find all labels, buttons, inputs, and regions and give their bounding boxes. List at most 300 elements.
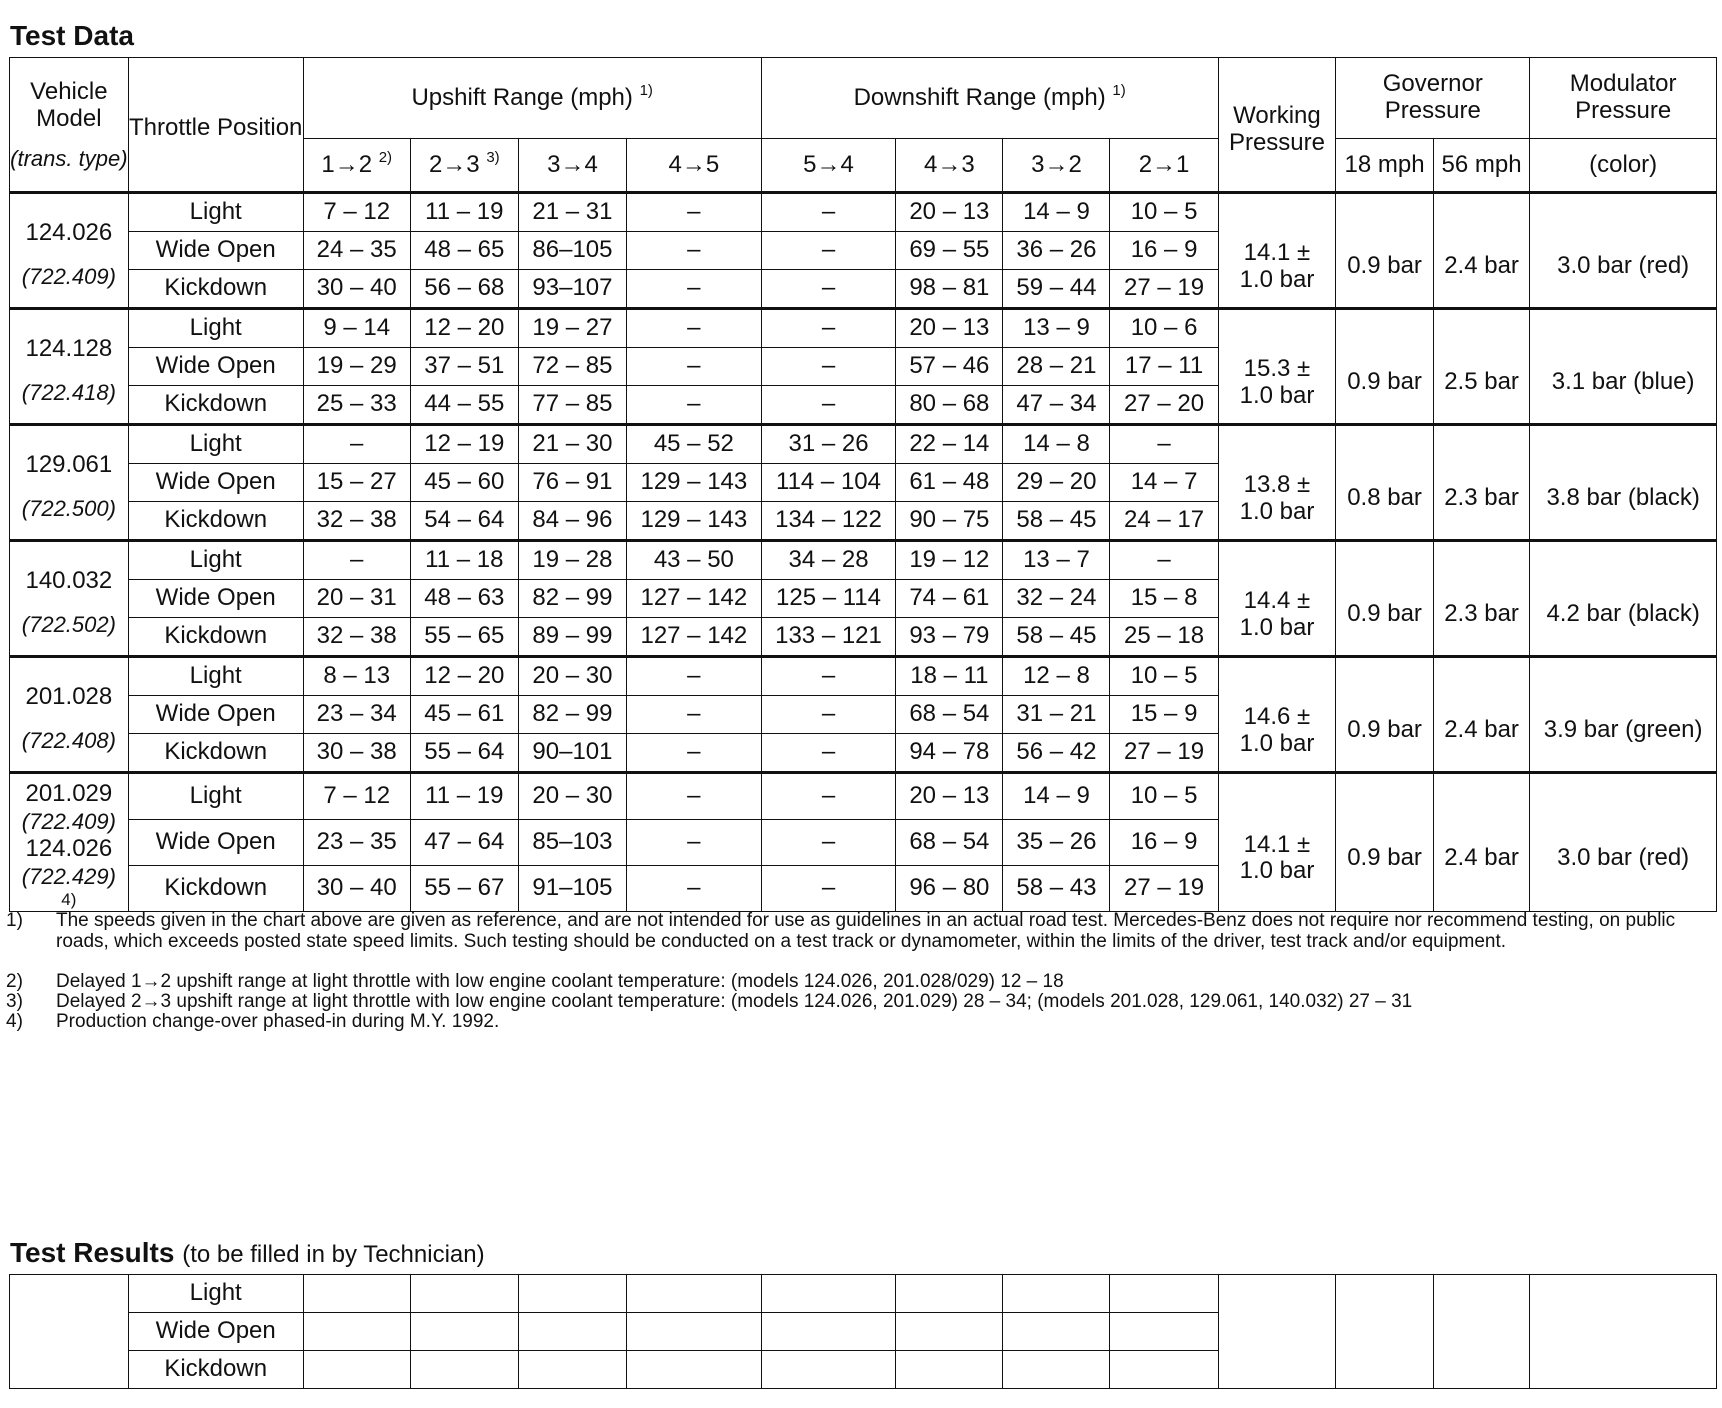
result-entry-cell[interactable]	[896, 1275, 1003, 1313]
shift-col-2-3: 2→3 $^{3)}$	[410, 139, 518, 193]
shift-range-3-4: 90–101	[518, 734, 626, 773]
shift-col-3-4: 3→4	[518, 139, 626, 193]
shift-range-4-3: 90 – 75	[896, 502, 1003, 541]
shift-range-4-5: –	[627, 865, 762, 911]
shift-range-1-2: 32 – 38	[303, 618, 410, 657]
throttle-position-cell: Kickdown	[128, 502, 303, 541]
shift-range-4-3: 20 – 13	[896, 193, 1003, 232]
color-header: (color)	[1530, 139, 1717, 193]
test-data-table	[9, 57, 1717, 912]
shift-range-3-2: 13 – 9	[1003, 309, 1110, 348]
shift-range-1-2: 24 – 35	[303, 232, 410, 270]
shift-range-2-1: 10 – 5	[1110, 657, 1218, 696]
result-row	[10, 1275, 1717, 1313]
governor-18-cell	[1336, 657, 1434, 773]
governor-pressure-header: Governor Pressure	[1336, 58, 1530, 139]
result-entry-cell[interactable]	[1110, 1351, 1218, 1389]
downshift-range-header: Downshift Range (mph) $^{1)}$	[761, 58, 1218, 139]
modulator-pressure-cell	[1530, 773, 1717, 912]
shift-range-2-1: 24 – 17	[1110, 502, 1218, 541]
shift-range-4-5: 45 – 52	[627, 425, 762, 464]
shift-col-3-2: 3→2	[1003, 139, 1110, 193]
shift-range-5-4: –	[761, 309, 896, 348]
shift-range-3-2: 47 – 34	[1003, 386, 1110, 425]
shift-range-2-1: 10 – 5	[1110, 773, 1218, 820]
shift-range-4-5: –	[627, 386, 762, 425]
throttle-position-cell: Kickdown	[128, 618, 303, 657]
result-throttle-label: Wide Open	[128, 1313, 303, 1351]
governor-18-cell	[1336, 193, 1434, 309]
trans-type: (722.502)	[21, 611, 116, 637]
modulator-pressure-cell-value: 3.0 bar (red)	[1557, 252, 1690, 280]
shift-range-2-1: 17 – 11	[1110, 348, 1218, 386]
shift-range-4-5: –	[627, 348, 762, 386]
result-pressure-cell[interactable]	[1530, 1275, 1717, 1389]
result-pressure-cell[interactable]	[1336, 1275, 1434, 1389]
footnote-mark: 2)	[6, 971, 23, 992]
result-entry-cell[interactable]	[1110, 1313, 1218, 1351]
shift-range-1-2: 30 – 38	[303, 734, 410, 773]
footnote-mark: 4)	[61, 890, 77, 910]
vehicle-model: 201.029	[25, 780, 113, 807]
shift-range-4-5: –	[627, 270, 762, 309]
result-entry-cell[interactable]	[627, 1351, 762, 1389]
shift-range-5-4: 34 – 28	[761, 541, 896, 580]
working-pressure-cell	[1218, 657, 1336, 773]
shift-range-1-2: 7 – 12	[303, 773, 410, 820]
shift-range-5-4: 133 – 121	[761, 618, 896, 657]
modulator-pressure-cell	[1530, 193, 1717, 309]
shift-range-3-4: 77 – 85	[518, 386, 626, 425]
shift-range-4-3: 93 – 79	[896, 618, 1003, 657]
working-pressure-cell-value: 14.1 ± 1.0 bar	[1239, 238, 1315, 293]
shift-range-4-3: 96 – 80	[896, 865, 1003, 911]
table-row	[10, 309, 1717, 348]
shift-range-2-3: 12 – 19	[410, 425, 518, 464]
shift-range-5-4: –	[761, 232, 896, 270]
upshift-range-header: Upshift Range (mph) $^{1)}$	[303, 58, 761, 139]
shift-range-1-2: 25 – 33	[303, 386, 410, 425]
shift-range-2-1: 15 – 9	[1110, 696, 1218, 734]
shift-range-3-2: 58 – 45	[1003, 502, 1110, 541]
modulator-pressure-header: Modulator Pressure	[1530, 58, 1717, 139]
result-entry-cell[interactable]	[518, 1351, 626, 1389]
shift-range-4-3: 22 – 14	[896, 425, 1003, 464]
shift-range-3-2: 35 – 26	[1003, 820, 1110, 866]
governor-56-cell-value: 2.4 bar	[1444, 843, 1519, 871]
shift-range-4-3: 68 – 54	[896, 696, 1003, 734]
shift-range-3-4: 89 – 99	[518, 618, 626, 657]
working-pressure-cell-value: 13.8 ± 1.0 bar	[1239, 470, 1315, 525]
shift-range-1-2: 9 – 14	[303, 309, 410, 348]
result-entry-cell[interactable]	[410, 1275, 518, 1313]
shift-range-4-3: 80 – 68	[896, 386, 1003, 425]
shift-range-2-3: 11 – 18	[410, 541, 518, 580]
vehicle-model: 124.026	[25, 218, 113, 246]
shift-range-3-4: 19 – 28	[518, 541, 626, 580]
test-results-table	[9, 1274, 1717, 1389]
throttle-position-cell: Light	[128, 425, 303, 464]
shift-range-4-5: –	[627, 773, 762, 820]
shift-range-3-4: 82 – 99	[518, 580, 626, 618]
governor-18-cell	[1336, 309, 1434, 425]
shift-range-4-3: 20 – 13	[896, 773, 1003, 820]
throttle-position-cell: Light	[128, 541, 303, 580]
governor-18-header: 18 mph	[1336, 139, 1434, 193]
shift-range-3-4: 21 – 30	[518, 425, 626, 464]
shift-range-3-4: 76 – 91	[518, 464, 626, 502]
working-pressure-cell	[1218, 425, 1336, 541]
shift-range-4-5: –	[627, 820, 762, 866]
result-entry-cell[interactable]	[627, 1313, 762, 1351]
shift-range-2-3: 11 – 19	[410, 193, 518, 232]
throttle-position-cell: Kickdown	[128, 734, 303, 773]
working-pressure-cell	[1218, 309, 1336, 425]
shift-range-1-2: 30 – 40	[303, 270, 410, 309]
shift-range-4-5: –	[627, 309, 762, 348]
vehicle-model-cell	[10, 773, 129, 912]
governor-56-cell-value: 2.4 bar	[1444, 716, 1519, 744]
governor-56-cell-value: 2.5 bar	[1444, 368, 1519, 396]
shift-col-4-3: 4→3	[896, 139, 1003, 193]
governor-18-cell-value: 0.9 bar	[1347, 600, 1422, 628]
result-entry-cell[interactable]	[761, 1313, 896, 1351]
shift-range-3-2: 14 – 9	[1003, 773, 1110, 820]
shift-range-2-3: 47 – 64	[410, 820, 518, 866]
vehicle-model-cell	[10, 657, 129, 773]
shift-range-4-5: 127 – 142	[627, 618, 762, 657]
shift-range-4-5: 127 – 142	[627, 580, 762, 618]
vehicle-model-2: 124.026	[25, 835, 113, 863]
throttle-position-cell: Kickdown	[128, 386, 303, 425]
throttle-position-cell: Light	[128, 193, 303, 232]
shift-range-1-2: 23 – 35	[303, 820, 410, 866]
shift-range-3-2: 12 – 8	[1003, 657, 1110, 696]
shift-range-3-2: 32 – 24	[1003, 580, 1110, 618]
shift-range-4-5: 129 – 143	[627, 464, 762, 502]
shift-range-5-4: –	[761, 773, 896, 820]
shift-range-5-4: –	[761, 657, 896, 696]
shift-range-2-3: 55 – 65	[410, 618, 518, 657]
working-pressure-cell	[1218, 193, 1336, 309]
result-pressure-cell[interactable]	[1218, 1275, 1336, 1389]
shift-range-1-2: 19 – 29	[303, 348, 410, 386]
shift-range-3-4: 20 – 30	[518, 657, 626, 696]
trans-type-label: (trans. type)	[10, 146, 128, 172]
throttle-position-cell: Wide Open	[128, 232, 303, 270]
shift-range-2-3: 11 – 19	[410, 773, 518, 820]
shift-range-2-1: 27 – 20	[1110, 386, 1218, 425]
result-throttle-label: Light	[128, 1275, 303, 1313]
test-results-title: Test Results (to be filled in by Technician)	[10, 1237, 485, 1268]
trans-type: (722.418)	[21, 379, 116, 405]
footnote	[6, 991, 1718, 1012]
governor-56-cell-value: 2.4 bar	[1444, 252, 1519, 280]
result-entry-cell[interactable]	[896, 1351, 1003, 1389]
shift-range-3-4: 20 – 30	[518, 773, 626, 820]
shift-range-2-1: 16 – 9	[1110, 820, 1218, 866]
shift-range-2-1: 16 – 9	[1110, 232, 1218, 270]
shift-range-3-2: 31 – 21	[1003, 696, 1110, 734]
modulator-pressure-cell-value: 3.9 bar (green)	[1543, 716, 1703, 744]
shift-range-2-1: 25 – 18	[1110, 618, 1218, 657]
shift-range-3-4: 84 – 96	[518, 502, 626, 541]
throttle-position-header: Throttle Position	[128, 58, 303, 193]
vehicle-model: 129.061	[25, 450, 113, 478]
shift-range-4-5: –	[627, 696, 762, 734]
governor-18-cell-value: 0.9 bar	[1347, 716, 1422, 744]
shift-range-3-4: 19 – 27	[518, 309, 626, 348]
result-entry-cell[interactable]	[896, 1313, 1003, 1351]
working-pressure-cell-value: 14.4 ± 1.0 bar	[1239, 586, 1315, 641]
table-row	[10, 193, 1717, 232]
vehicle-model-cell	[10, 193, 129, 309]
shift-range-4-3: 57 – 46	[896, 348, 1003, 386]
shift-range-5-4: –	[761, 386, 896, 425]
shift-range-3-2: 59 – 44	[1003, 270, 1110, 309]
shift-range-1-2: –	[303, 541, 410, 580]
vehicle-model: 201.028	[25, 682, 113, 710]
shift-range-4-5: 129 – 143	[627, 502, 762, 541]
throttle-position-cell: Light	[128, 309, 303, 348]
shift-range-5-4: –	[761, 270, 896, 309]
governor-56-cell-value: 2.3 bar	[1444, 484, 1519, 512]
working-pressure-header: Working Pressure	[1218, 58, 1336, 193]
shift-range-4-3: 19 – 12	[896, 541, 1003, 580]
shift-range-1-2: –	[303, 425, 410, 464]
shift-range-4-5: 43 – 50	[627, 541, 762, 580]
shift-range-4-3: 69 – 55	[896, 232, 1003, 270]
throttle-position-cell: Light	[128, 657, 303, 696]
result-throttle-label: Kickdown	[128, 1351, 303, 1389]
result-entry-cell[interactable]	[518, 1313, 626, 1351]
shift-col-4-5: 4→5	[627, 139, 762, 193]
vehicle-model-cell	[10, 541, 129, 657]
footnote-mark: 1)	[6, 910, 23, 931]
shift-range-3-4: 85–103	[518, 820, 626, 866]
working-pressure-cell-value: 14.1 ± 1.0 bar	[1239, 830, 1315, 885]
trans-type: (722.408)	[21, 727, 116, 753]
shift-range-3-4: 93–107	[518, 270, 626, 309]
shift-range-3-2: 28 – 21	[1003, 348, 1110, 386]
footnote	[6, 971, 1718, 992]
shift-range-4-5: –	[627, 193, 762, 232]
shift-range-4-5: –	[627, 734, 762, 773]
vehicle-model: 140.032	[25, 566, 113, 594]
shift-range-3-4: 86–105	[518, 232, 626, 270]
result-model-cell[interactable]	[10, 1275, 129, 1389]
shift-range-1-2: 20 – 31	[303, 580, 410, 618]
shift-range-5-4: –	[761, 865, 896, 911]
shift-range-1-2: 32 – 38	[303, 502, 410, 541]
footnote	[6, 1011, 1718, 1032]
shift-range-4-3: 68 – 54	[896, 820, 1003, 866]
shift-range-3-2: 13 – 7	[1003, 541, 1110, 580]
shift-range-3-4: 21 – 31	[518, 193, 626, 232]
shift-range-2-3: 54 – 64	[410, 502, 518, 541]
shift-range-3-4: 72 – 85	[518, 348, 626, 386]
shift-range-5-4: –	[761, 348, 896, 386]
throttle-position-cell: Light	[128, 773, 303, 820]
shift-range-2-3: 55 – 67	[410, 865, 518, 911]
footnote-text: Delayed 1→2 upshift range at light throttle with low engine coolant temperature: (models 124.026, 201.028/029) 12 – 18	[56, 971, 1064, 992]
shift-range-3-2: 14 – 9	[1003, 193, 1110, 232]
governor-18-cell-value: 0.8 bar	[1347, 484, 1422, 512]
shift-range-2-3: 55 – 64	[410, 734, 518, 773]
throttle-position-cell: Kickdown	[128, 865, 303, 911]
shift-range-4-3: 98 – 81	[896, 270, 1003, 309]
shift-range-5-4: 125 – 114	[761, 580, 896, 618]
shift-range-1-2: 8 – 13	[303, 657, 410, 696]
shift-range-2-1: –	[1110, 425, 1218, 464]
shift-range-1-2: 23 – 34	[303, 696, 410, 734]
trans-type-2: (722.429)	[21, 863, 116, 889]
table-row	[10, 773, 1717, 820]
modulator-pressure-cell-value: 3.1 bar (blue)	[1551, 368, 1695, 396]
working-pressure-cell-value: 14.6 ± 1.0 bar	[1239, 702, 1315, 757]
modulator-pressure-cell-value: 3.8 bar (black)	[1546, 484, 1700, 512]
shift-range-4-3: 74 – 61	[896, 580, 1003, 618]
result-entry-cell[interactable]	[761, 1351, 896, 1389]
governor-56-cell	[1433, 773, 1529, 912]
trans-type: (722.409)	[21, 263, 116, 289]
shift-range-3-2: 58 – 45	[1003, 618, 1110, 657]
shift-range-4-3: 20 – 13	[896, 309, 1003, 348]
shift-range-2-3: 45 – 60	[410, 464, 518, 502]
throttle-position-cell: Wide Open	[128, 820, 303, 866]
shift-range-2-3: 12 – 20	[410, 309, 518, 348]
shift-col-5-4: 5→4	[761, 139, 896, 193]
shift-range-4-3: 61 – 48	[896, 464, 1003, 502]
governor-18-cell	[1336, 425, 1434, 541]
modulator-pressure-cell	[1530, 657, 1717, 773]
shift-col-1-2: 1→2 $^{2)}$	[303, 139, 410, 193]
governor-18-cell-value: 0.9 bar	[1347, 843, 1422, 871]
result-entry-cell[interactable]	[303, 1351, 410, 1389]
shift-range-1-2: 7 – 12	[303, 193, 410, 232]
shift-range-5-4: –	[761, 696, 896, 734]
result-entry-cell[interactable]	[410, 1313, 518, 1351]
result-pressure-cell[interactable]	[1433, 1275, 1529, 1389]
governor-56-cell	[1433, 309, 1529, 425]
governor-56-header: 56 mph	[1433, 139, 1529, 193]
vehicle-model-header	[10, 58, 129, 193]
shift-range-2-1: 10 – 5	[1110, 193, 1218, 232]
result-entry-cell[interactable]	[518, 1275, 626, 1313]
shift-col-2-1: 2→1	[1110, 139, 1218, 193]
trans-type: (722.500)	[21, 495, 116, 521]
shift-range-4-5: –	[627, 232, 762, 270]
shift-range-2-3: 48 – 63	[410, 580, 518, 618]
footnote-mark: 4)	[6, 1011, 23, 1032]
shift-range-5-4: –	[761, 193, 896, 232]
vehicle-model-label: Vehicle Model	[30, 78, 108, 133]
test-results-subtitle: (to be filled in by Technician)	[182, 1241, 485, 1268]
table-row	[10, 425, 1717, 464]
governor-18-cell-value: 0.9 bar	[1347, 252, 1422, 280]
shift-range-2-3: 37 – 51	[410, 348, 518, 386]
shift-range-2-1: 27 – 19	[1110, 270, 1218, 309]
shift-range-5-4: 134 – 122	[761, 502, 896, 541]
shift-range-5-4: 114 – 104	[761, 464, 896, 502]
shift-range-4-5: –	[627, 657, 762, 696]
vehicle-model-cell	[10, 425, 129, 541]
table-row	[10, 657, 1717, 696]
table-row	[10, 541, 1717, 580]
shift-range-5-4: –	[761, 734, 896, 773]
shift-range-3-2: 36 – 26	[1003, 232, 1110, 270]
result-entry-cell[interactable]	[1003, 1313, 1110, 1351]
modulator-pressure-cell-value: 4.2 bar (black)	[1546, 600, 1700, 628]
footnote-text: Delayed 2→3 upshift range at light throttle with low engine coolant temperature: (models 124.026, 201.029) 28 – 34; (models 201.028, 129.061, 140.032) 27 – 31	[56, 991, 1413, 1012]
test-data-title: Test Data	[10, 20, 134, 51]
shift-range-3-4: 82 – 99	[518, 696, 626, 734]
result-entry-cell[interactable]	[1003, 1275, 1110, 1313]
modulator-pressure-cell	[1530, 541, 1717, 657]
working-pressure-cell	[1218, 541, 1336, 657]
result-entry-cell[interactable]	[303, 1275, 410, 1313]
throttle-position-cell: Wide Open	[128, 580, 303, 618]
footnote	[6, 910, 1718, 973]
trans-type: (722.409)	[21, 808, 116, 834]
governor-56-cell	[1433, 657, 1529, 773]
throttle-position-cell: Wide Open	[128, 464, 303, 502]
shift-range-4-3: 94 – 78	[896, 734, 1003, 773]
vehicle-model-stack	[10, 780, 128, 911]
modulator-pressure-cell	[1530, 425, 1717, 541]
result-entry-cell[interactable]	[410, 1351, 518, 1389]
result-entry-cell[interactable]	[1110, 1275, 1218, 1313]
governor-18-cell	[1336, 541, 1434, 657]
shift-range-2-1: 10 – 6	[1110, 309, 1218, 348]
governor-56-cell	[1433, 193, 1529, 309]
modulator-pressure-cell	[1530, 309, 1717, 425]
result-entry-cell[interactable]	[1003, 1351, 1110, 1389]
shift-range-2-3: 48 – 65	[410, 232, 518, 270]
vehicle-model: 124.128	[25, 334, 113, 362]
shift-range-3-2: 58 – 43	[1003, 865, 1110, 911]
throttle-position-cell: Wide Open	[128, 696, 303, 734]
footnote-mark: 3)	[6, 991, 23, 1012]
result-entry-cell[interactable]	[627, 1275, 762, 1313]
shift-range-2-3: 12 – 20	[410, 657, 518, 696]
shift-range-2-1: 27 – 19	[1110, 734, 1218, 773]
governor-18-cell-value: 0.9 bar	[1347, 368, 1422, 396]
result-entry-cell[interactable]	[303, 1313, 410, 1351]
throttle-position-cell: Kickdown	[128, 270, 303, 309]
working-pressure-cell	[1218, 773, 1336, 912]
shift-range-5-4: 31 – 26	[761, 425, 896, 464]
governor-18-cell	[1336, 773, 1434, 912]
shift-range-2-1: 27 – 19	[1110, 865, 1218, 911]
modulator-pressure-cell-value: 3.0 bar (red)	[1557, 843, 1690, 871]
shift-range-4-3: 18 – 11	[896, 657, 1003, 696]
shift-range-2-1: –	[1110, 541, 1218, 580]
shift-range-3-2: 56 – 42	[1003, 734, 1110, 773]
shift-range-2-3: 56 – 68	[410, 270, 518, 309]
governor-56-cell-value: 2.3 bar	[1444, 600, 1519, 628]
working-pressure-cell-value: 15.3 ± 1.0 bar	[1239, 354, 1315, 409]
governor-56-cell	[1433, 425, 1529, 541]
throttle-position-cell: Wide Open	[128, 348, 303, 386]
shift-range-3-4: 91–105	[518, 865, 626, 911]
result-entry-cell[interactable]	[761, 1275, 896, 1313]
footnote-text: The speeds given in the chart above are given as reference, and are not intended for use as guidelines in an actual road test. Mercedes-Benz does not require nor recommend testing, on public roads, which exceeds posted state speed limits. Such testing should be conducted on a test track or dynamometer, within the limits of the driver, test track and/or equipment.	[56, 910, 1676, 952]
vehicle-model-cell	[10, 309, 129, 425]
shift-range-2-3: 45 – 61	[410, 696, 518, 734]
shift-range-1-2: 15 – 27	[303, 464, 410, 502]
governor-56-cell	[1433, 541, 1529, 657]
